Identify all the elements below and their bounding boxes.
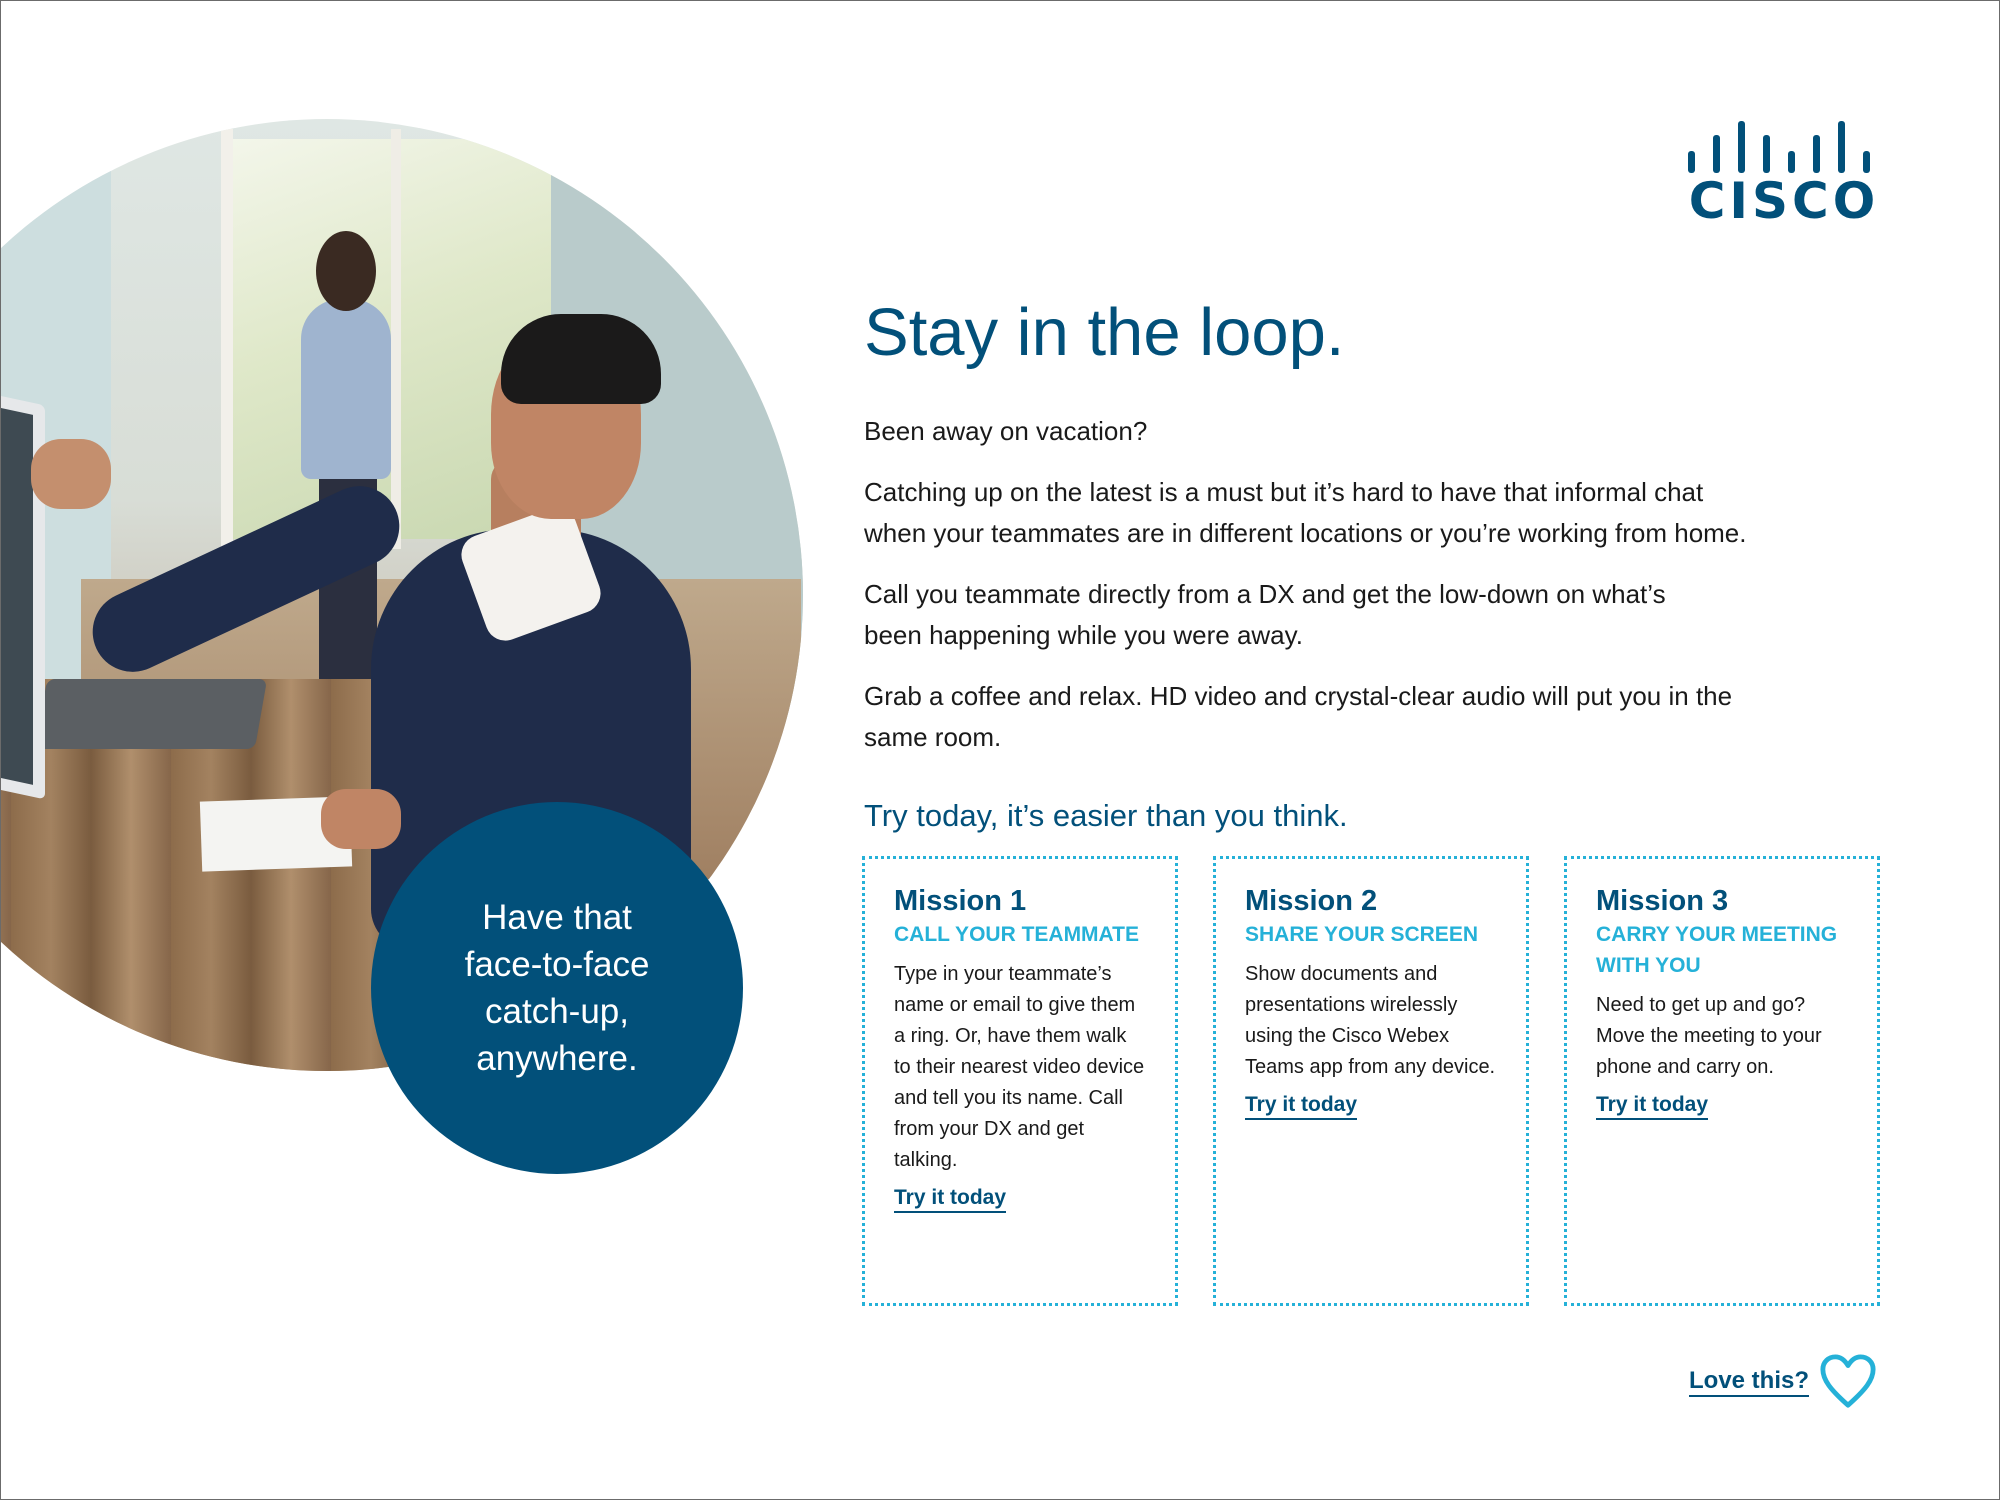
photo-laptop — [35, 679, 267, 749]
mission-subtitle: CALL YOUR TEAMMATE — [894, 923, 1139, 946]
paragraph: Call you teammate directly from a DX and get the low-down on what’s been happening while you were away. — [864, 579, 1666, 650]
photo-man-hair — [501, 314, 661, 404]
mission-card-1 — [862, 856, 1178, 1306]
cisco-logo — [1684, 117, 1884, 230]
photo-background-person — [301, 299, 391, 479]
photo-window-frame — [221, 129, 233, 589]
paragraph: Catching up on the latest is a must but it’s hard to have that informal chat when your teammates are in different locations or you’re working from home. — [864, 477, 1747, 548]
mission-title: Mission 3 — [1596, 885, 1729, 917]
photo-man-hand — [321, 789, 401, 849]
logo-wordmark: CISCO — [1688, 172, 1880, 230]
mission-description: Show documents and presentations wirelessly using the Cisco Webex Teams app from any device. — [1245, 963, 1496, 1078]
heart-icon[interactable] — [1819, 1353, 1877, 1411]
photo-video-device — [0, 373, 45, 800]
page-title: Stay in the loop. — [864, 295, 1345, 370]
mission-title: Mission 2 — [1245, 885, 1378, 917]
mission-card-2 — [1213, 856, 1529, 1306]
try-it-today-link[interactable]: Try it today — [1245, 1092, 1357, 1120]
mission-subtitle: SHARE YOUR SCREEN — [1245, 923, 1478, 946]
photo-background-person — [316, 231, 376, 311]
mission-title: Mission 1 — [894, 885, 1027, 917]
mission-description: Type in your teammate’s name or email to give them a ring. Or, have them walk to their nearest video device and tell you its name. Call from your DX and get talking. — [894, 963, 1145, 1171]
try-it-today-link[interactable]: Try it today — [1596, 1092, 1708, 1120]
photo-window-frame — [391, 129, 401, 549]
love-this-link[interactable]: Love this? — [1689, 1367, 1809, 1397]
mission-subtitle: CARRY YOUR MEETING WITH YOU — [1596, 923, 1838, 977]
mission-description: Need to get up and go? Move the meeting to your phone and carry on. — [1596, 994, 1822, 1078]
love-this-feedback[interactable] — [1689, 1352, 1877, 1412]
mission-card-3 — [1564, 856, 1880, 1306]
callout-text: Have that face-to-face catch-up, anywhere. — [464, 898, 650, 1078]
paragraph: Grab a coffee and relax. HD video and crystal-clear audio will put you in the same room. — [864, 681, 1733, 752]
paragraph: Been away on vacation? — [864, 416, 1148, 446]
try-it-today-link[interactable]: Try it today — [894, 1185, 1006, 1213]
callout-circle — [371, 802, 743, 1174]
photo-man-hand — [31, 439, 111, 509]
logo-bars-icon — [1684, 117, 1884, 173]
section-heading: Try today, it’s easier than you think. — [864, 798, 1348, 833]
